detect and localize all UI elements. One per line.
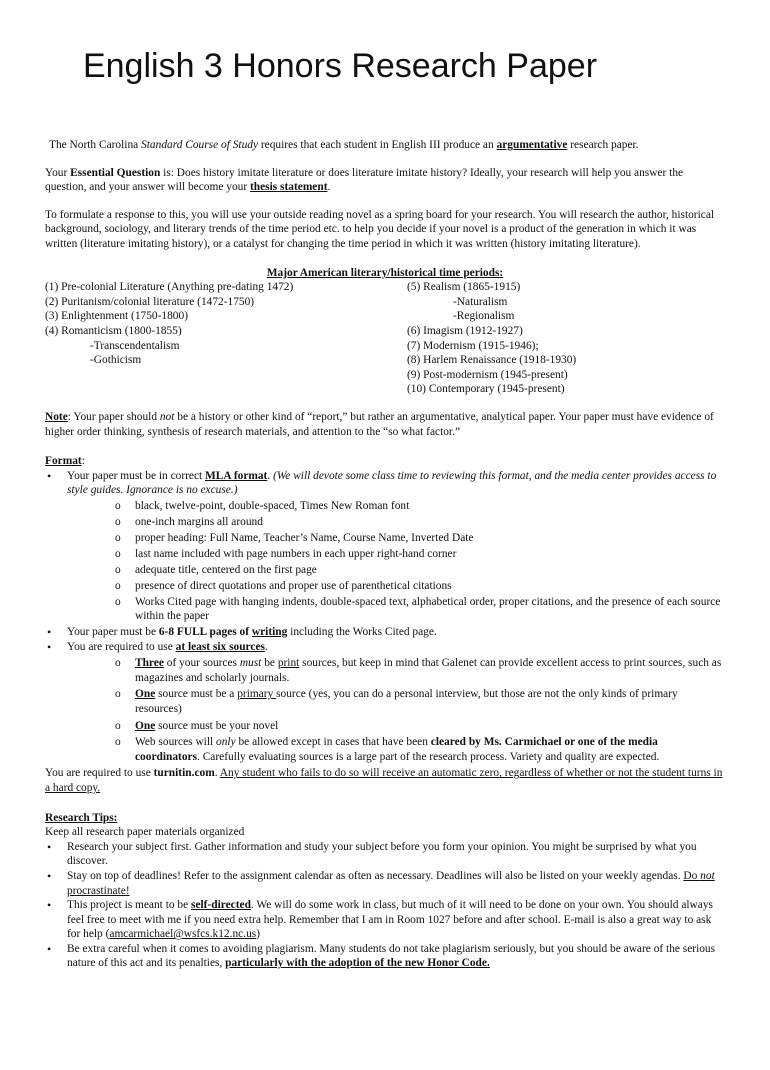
- format-bullet-length: • Your paper must be 6-8 FULL pages of writing including the Works Cited page.: [45, 625, 725, 640]
- list-item: • Research your subject first. Gather information and study your subject before you form your opinion. You might be surprised by what you discover.: [45, 840, 725, 869]
- list-item: • Be extra careful when it comes to avoiding plagiarism. Many students do not take plagiarism seriously, but you should be aware of the serious nature of this act and its penalties, particularly with the adoption of the new Honor Code.: [45, 942, 725, 971]
- formulate-paragraph: To formulate a response to this, you will use your outside reading novel as a spring board for your research. You will research the author, historical background, sociology, and literary trends of the time period etc. to help you decide if your novel is a product of the generation in which it was written (literature imitating history), or a catalyst for changing the time period in which it was written (history imitating literature).: [45, 208, 715, 250]
- turnitin-paragraph: You are required to use turnitin.com. Any student who fails to do so will receive an automatic zero, regardless of whether or not the student turns in a hard copy.: [45, 767, 723, 794]
- list-item: o one-inch margins all around: [115, 516, 263, 529]
- period-item: (7) Modernism (1915-1946);: [407, 339, 539, 352]
- period-subitem: -Naturalism: [453, 295, 508, 308]
- period-item: (10) Contemporary (1945-present): [407, 383, 565, 396]
- page-title: English 3 Honors Research Paper: [82, 47, 598, 85]
- list-item: o last name included with page numbers in each upper right-hand corner: [115, 547, 457, 560]
- periods-right-column: [407, 280, 725, 397]
- intro-paragraph: The North Carolina Standard Course of Study requires that each student in English III produce an argumentative research paper.: [49, 139, 639, 151]
- email-link[interactable]: amcarmichael@wsfcs.k12.nc.us: [109, 928, 257, 941]
- document-body: [45, 132, 725, 971]
- list-item: o presence of direct quotations and proper use of parenthetical citations: [115, 579, 452, 592]
- list-item: o black, twelve-point, double-spaced, Times New Roman font: [115, 500, 410, 513]
- source-requirements-list: [45, 656, 725, 764]
- format-bullet-sources: • You are required to use at least six sources. o Three of your sources must be print sources, but keep in mind that Galenet can provide excellent access to print sources, such as magazines and scholarly journals. o One source must be a primary source (yes, you can do a personal interview, but those are not the only kinds of primary resources) o One source must be your novel o Web sources will only be allowed except in cases that have been cleared by Ms. Carmichael or one of the media coordinators. Carefully evaluating sources is a large part of the research process. Variety and quality are expected.: [45, 640, 725, 765]
- periods-left-column: [45, 280, 407, 397]
- list-item: o proper heading: Full Name, Teacher’s Name, Course Name, Inverted Date: [115, 531, 474, 544]
- research-tips-list: [45, 840, 725, 971]
- list-item: • This project is meant to be self-directed. We will do some work in class, but much of it will need to be done on your own. You should always feel free to meet with me if you need extra help. Remember that I am in Room 1027 before and after school. E-mail is also a great way to ask for help (amcarmichael@wsfcs.k12.nc.us): [45, 898, 725, 942]
- periods-list: [45, 280, 725, 397]
- period-item: (9) Post-modernism (1945-present): [407, 368, 568, 381]
- list-item: o Works Cited page with hanging indents, double-spaced text, alphabetical order, proper citations, and the presence of each source within the paper: [115, 595, 721, 623]
- list-item: o One source must be your novel: [115, 719, 279, 732]
- period-item: (5) Realism (1865-1915): [407, 281, 521, 294]
- list-item: • Stay on top of deadlines! Refer to the assignment calendar as often as necessary. Deadlines will also be listed on your weekly agendas. Do not procrastinate!: [45, 869, 725, 898]
- period-item: (6) Imagism (1912-1927): [407, 324, 523, 337]
- note-paragraph: Note: Your paper should not be a history or other kind of “report,” but rather an argumentative, analytical paper. Your paper must have evidence of higher order thinking, synthesis of research materials, and attention to the “so what factor.”: [45, 410, 714, 438]
- format-list: [45, 469, 725, 765]
- periods-heading: Major American literary/historical time periods:: [266, 266, 504, 279]
- period-subitem: -Transcendentalism: [90, 339, 180, 352]
- list-item: o One source must be a primary source (yes, you can do a personal interview, but those are not the only kinds of primary resources): [115, 688, 678, 715]
- period-item: (1) Pre-colonial Literature (Anything pre-dating 1472): [45, 281, 294, 294]
- mla-requirements-list: [45, 499, 725, 624]
- list-item: o adequate title, centered on the first page: [115, 563, 317, 576]
- period-subitem: -Regionalism: [453, 310, 515, 323]
- period-subitem: -Gothicism: [90, 354, 142, 367]
- period-item: (4) Romanticism (1800-1855): [45, 324, 182, 337]
- list-item: o Web sources will only be allowed except in cases that have been cleared by Ms. Carmichael or one of the media coordinators. Carefully evaluating sources is a large part of the research process. Variety and quality are expected.: [115, 736, 660, 763]
- research-tips-intro: Keep all research paper materials organized: [45, 826, 245, 839]
- period-item: (3) Enlightenment (1750-1800): [45, 310, 188, 323]
- list-item: o Three of your sources must be print sources, but keep in mind that Galenet can provide excellent access to print sources, such as magazines and scholarly journals.: [115, 657, 722, 684]
- period-item: (8) Harlem Renaissance (1918-1930): [407, 354, 577, 367]
- period-item: (2) Puritanism/colonial literature (1472-1750): [45, 295, 255, 308]
- format-bullet-mla: • Your paper must be in correct MLA format. (We will devote some class time to reviewing this format, and the media center provides access to style guides. Ignorance is no excuse.) o black, twelve-point, double-spaced, Times New Roman font o one-inch margins all around o proper heading: Full Name, Teacher’s Name, Course Name, Inverted Date o last name included with page numbers in each upper right-hand corner o adequate title, centered on the first page o presence of direct quotations and proper use of parenthetical citations o Works Cited page with hanging indents, double-spaced text, alphabetical order, proper citations, and the presence of each source within the paper: [45, 469, 725, 624]
- format-heading: Format:: [45, 455, 85, 468]
- research-tips-heading: Research Tips:: [45, 811, 118, 824]
- essential-question-paragraph: Your Essential Question is: Does history imitate literature or does literature imitate history? Ideally, your research will help you answer the question, and your answer will become your thesis statement.: [45, 166, 684, 194]
